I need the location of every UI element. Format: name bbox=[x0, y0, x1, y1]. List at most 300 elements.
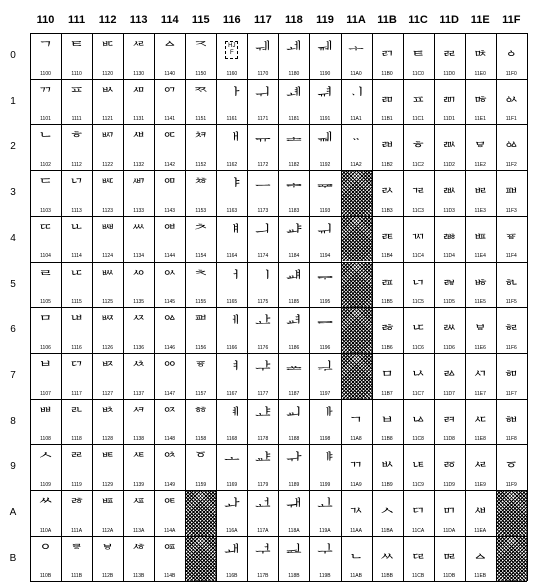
chart-cell bbox=[309, 124, 340, 170]
chart-cell bbox=[30, 79, 61, 125]
chart-cell bbox=[372, 307, 403, 353]
column-header: 112 bbox=[98, 14, 117, 26]
glyph: ᅓ bbox=[193, 176, 209, 196]
glyph: ᅦ bbox=[224, 313, 240, 333]
chart-cell bbox=[247, 536, 278, 582]
glyph: ᄐ bbox=[68, 39, 85, 58]
chart-cell bbox=[92, 216, 123, 262]
code-point-label: 119B bbox=[319, 573, 331, 580]
code-point-label: 1177 bbox=[257, 390, 269, 397]
glyph: ᄔ bbox=[68, 221, 85, 241]
chart-cell bbox=[309, 490, 340, 536]
code-point-label: 11E8 bbox=[474, 436, 486, 443]
column-header: 11B bbox=[377, 14, 397, 26]
chart-cell bbox=[185, 444, 216, 490]
chart-cell bbox=[61, 262, 92, 308]
chart-cell bbox=[309, 170, 340, 216]
chart-cell bbox=[278, 399, 309, 445]
chart-cell bbox=[403, 536, 434, 582]
chart-cell bbox=[185, 170, 216, 216]
code-point-label: 1116 bbox=[71, 344, 82, 351]
chart-cell bbox=[309, 399, 340, 445]
glyph: ᆂ bbox=[286, 130, 302, 150]
code-point-label: 1159 bbox=[195, 481, 207, 488]
chart-cell bbox=[278, 307, 309, 353]
code-point-label: 1124 bbox=[102, 253, 113, 260]
chart-cell bbox=[341, 536, 372, 582]
chart-cell bbox=[341, 124, 372, 170]
chart-cell bbox=[496, 353, 527, 399]
grid-line bbox=[30, 490, 527, 491]
code-point-label: 11F1 bbox=[505, 116, 517, 123]
chart-cell bbox=[465, 33, 496, 79]
code-point-label: 1147 bbox=[164, 390, 176, 397]
reserved-cell bbox=[341, 262, 372, 308]
chart-cell bbox=[496, 170, 527, 216]
code-point-label: 11E1 bbox=[474, 116, 486, 123]
code-point-label: 1176 bbox=[257, 344, 269, 351]
chart-cell bbox=[278, 216, 309, 262]
glyph: ᆡ bbox=[348, 84, 364, 104]
glyph: ᄑ bbox=[68, 84, 85, 104]
glyph: ᇡ bbox=[472, 84, 488, 104]
column-header: 117 bbox=[253, 14, 272, 26]
code-point-label: 1188 bbox=[288, 436, 300, 443]
chart-cell bbox=[309, 307, 340, 353]
chart-cell bbox=[247, 79, 278, 125]
chart-cell bbox=[185, 79, 216, 125]
glyph: ᄳ bbox=[130, 176, 147, 196]
chart-cell bbox=[309, 353, 340, 399]
chart-cell bbox=[92, 536, 123, 582]
chart-cell bbox=[30, 33, 61, 79]
chart-cell bbox=[216, 262, 247, 308]
code-point-label: 112B bbox=[101, 573, 114, 580]
glyph: ᇒ bbox=[441, 130, 457, 150]
chart-cell bbox=[61, 490, 92, 536]
glyph: ᆁ bbox=[286, 84, 302, 104]
glyph: ᅕ bbox=[193, 267, 209, 287]
code-point-label: 118B bbox=[288, 573, 300, 580]
chart-cell bbox=[496, 262, 527, 308]
chart-cell bbox=[372, 124, 403, 170]
glyph: ᇣ bbox=[472, 176, 488, 196]
chart-cell bbox=[154, 33, 185, 79]
glyph: ᇚ bbox=[441, 496, 457, 515]
code-point-label: 1192 bbox=[319, 162, 331, 169]
glyph: ᅳ bbox=[255, 176, 271, 196]
glyph: ᄫ bbox=[99, 541, 116, 561]
code-point-label: 1132 bbox=[133, 162, 145, 169]
glyph: ᇪ bbox=[472, 496, 488, 515]
chart-cell bbox=[185, 353, 216, 399]
glyph: ᆓ bbox=[317, 176, 333, 196]
code-point-label: 11E3 bbox=[474, 207, 486, 214]
column-header: 113 bbox=[129, 14, 148, 26]
code-point-label: 1101 bbox=[40, 116, 51, 123]
glyph: ᄘ bbox=[68, 404, 85, 424]
code-point-label: 1161 bbox=[226, 116, 238, 123]
chart-cell bbox=[61, 399, 92, 445]
chart-cell bbox=[309, 216, 340, 262]
code-point-label: 11A1 bbox=[350, 116, 362, 123]
glyph: ᆋ bbox=[286, 541, 302, 561]
glyph: ᄒ bbox=[68, 130, 85, 150]
chart-cell bbox=[61, 170, 92, 216]
chart-cell bbox=[434, 399, 465, 445]
glyph: ᇩ bbox=[472, 450, 488, 470]
code-point-label: 1191 bbox=[319, 116, 331, 123]
chart-cell bbox=[278, 170, 309, 216]
glyph: ᇴ bbox=[503, 221, 519, 241]
code-point-label: 1173 bbox=[257, 207, 269, 214]
code-point-label: 11F8 bbox=[505, 436, 517, 443]
code-point-label: 1184 bbox=[288, 253, 300, 260]
code-point-label: 1194 bbox=[319, 253, 331, 260]
chart-cell bbox=[496, 124, 527, 170]
chart-cell bbox=[92, 124, 123, 170]
code-point-label: 1143 bbox=[164, 207, 176, 214]
code-point-label: 1114 bbox=[71, 253, 82, 260]
code-point-label: 11B5 bbox=[381, 299, 393, 306]
glyph: ᇄ bbox=[410, 221, 426, 241]
chart-cell bbox=[309, 444, 340, 490]
chart-cell bbox=[372, 33, 403, 79]
glyph: ᆶ bbox=[379, 313, 395, 333]
code-point-label: 1166 bbox=[226, 344, 238, 351]
column-header: 118 bbox=[285, 14, 303, 26]
glyph: ᄛ bbox=[68, 541, 85, 561]
glyph: ᆕ bbox=[317, 267, 333, 287]
code-point-label: 11F5 bbox=[505, 299, 517, 306]
row-header: 9 bbox=[10, 461, 16, 473]
chart-cell bbox=[61, 79, 92, 125]
glyph: ᇫ bbox=[472, 541, 488, 561]
chart-cell bbox=[496, 79, 527, 125]
glyph: ᄹ bbox=[130, 450, 147, 470]
code-point-label: 11C8 bbox=[412, 436, 424, 443]
chart-cell bbox=[92, 490, 123, 536]
chart-cell bbox=[92, 399, 123, 445]
code-point-label: 1156 bbox=[195, 344, 207, 351]
code-point-label: 1140 bbox=[164, 70, 176, 77]
glyph: ᅹ bbox=[255, 450, 271, 470]
glyph: ᆈ bbox=[286, 404, 302, 424]
glyph: ᆀ bbox=[286, 39, 302, 58]
column-header: 11A bbox=[346, 14, 366, 26]
row-header: 2 bbox=[10, 141, 16, 153]
code-point-label: 11BA bbox=[381, 527, 393, 534]
code-point-label: 117A bbox=[257, 527, 269, 534]
chart-cell bbox=[216, 216, 247, 262]
glyph: ᄸ bbox=[130, 404, 147, 424]
chart-cell bbox=[216, 307, 247, 353]
chart-cell bbox=[372, 444, 403, 490]
glyph: ᅅ bbox=[161, 267, 178, 287]
glyph: ᅧ bbox=[224, 358, 240, 378]
column-header: 11C bbox=[408, 14, 428, 26]
code-point-label: 1180 bbox=[288, 70, 300, 77]
code-point-label: 1137 bbox=[133, 390, 145, 397]
code-point-label: 11B2 bbox=[381, 162, 393, 169]
glyph: ᅊ bbox=[161, 496, 178, 515]
glyph: ᇋ bbox=[410, 541, 426, 561]
glyph: ᆗ bbox=[317, 358, 333, 378]
chart-cell bbox=[247, 399, 278, 445]
code-point-label: 11C2 bbox=[412, 162, 424, 169]
chart-cell bbox=[123, 33, 154, 79]
chart-cell bbox=[309, 79, 340, 125]
glyph: ᅖ bbox=[193, 313, 209, 333]
glyph: ᇅ bbox=[410, 267, 426, 287]
chart-cell bbox=[216, 399, 247, 445]
chart-cell bbox=[403, 33, 434, 79]
code-point-label: 11C6 bbox=[412, 344, 424, 351]
glyph: ᄻ bbox=[130, 541, 147, 561]
chart-cell bbox=[372, 216, 403, 262]
code-point-label: 1115 bbox=[71, 299, 82, 306]
glyph: ᆵ bbox=[379, 267, 395, 287]
chart-cell bbox=[496, 399, 527, 445]
glyph: ᄵ bbox=[130, 267, 147, 287]
code-point-label: 1141 bbox=[164, 116, 176, 123]
chart-cell bbox=[154, 216, 185, 262]
code-point-label: 1129 bbox=[102, 481, 113, 488]
reserved-cell bbox=[341, 170, 372, 216]
code-point-label: 11AA bbox=[350, 527, 362, 534]
chart-cell bbox=[123, 124, 154, 170]
code-point-label: 1199 bbox=[319, 481, 331, 488]
chart-cell bbox=[278, 490, 309, 536]
glyph: ᆖ bbox=[317, 313, 333, 333]
code-point-label: 1198 bbox=[319, 436, 331, 443]
glyph: ᅨ bbox=[224, 404, 240, 424]
chart-cell bbox=[309, 33, 340, 79]
glyph: ᅃ bbox=[161, 176, 178, 196]
code-point-label: 1111 bbox=[71, 116, 82, 123]
glyph: ᄦ bbox=[99, 313, 116, 333]
column-header: 11D bbox=[439, 14, 459, 26]
code-point-label: 1109 bbox=[40, 481, 51, 488]
reserved-cell bbox=[185, 536, 216, 582]
glyph: ᄡ bbox=[99, 84, 116, 104]
chart-cell bbox=[216, 353, 247, 399]
glyph: ᅫ bbox=[224, 541, 240, 561]
code-point-label: 1148 bbox=[164, 436, 176, 443]
code-point-label: 1149 bbox=[164, 481, 176, 488]
code-point-label: 11A2 bbox=[350, 162, 362, 169]
glyph: ᅙ bbox=[193, 450, 209, 470]
glyph: ᇘ bbox=[441, 404, 457, 424]
column-header: 116 bbox=[222, 14, 241, 26]
row-header: B bbox=[9, 552, 17, 564]
code-point-label: 111B bbox=[71, 573, 83, 580]
code-point-label: 113B bbox=[133, 573, 145, 580]
glyph: ᄇ bbox=[37, 358, 54, 378]
chart-cell bbox=[30, 399, 61, 445]
chart-cell bbox=[465, 399, 496, 445]
glyph: ᅥ bbox=[224, 267, 240, 287]
chart-cell bbox=[247, 33, 278, 79]
code-point-label: 116B bbox=[226, 573, 238, 580]
grid-line bbox=[30, 307, 527, 308]
chart-cell bbox=[247, 216, 278, 262]
glyph: ᅱ bbox=[255, 84, 271, 104]
glyph: ᇀ bbox=[410, 39, 426, 58]
chart-cell bbox=[465, 79, 496, 125]
code-point-label: 1179 bbox=[257, 481, 269, 488]
code-point-label: 1146 bbox=[164, 344, 176, 351]
chart-cell bbox=[341, 79, 372, 125]
grid-line bbox=[30, 79, 527, 80]
code-point-label: 1113 bbox=[71, 207, 82, 214]
code-point-label: 11F7 bbox=[505, 390, 517, 397]
glyph: ᇇ bbox=[410, 358, 426, 378]
glyph: ᅩ bbox=[224, 450, 240, 470]
glyph: ᆑ bbox=[317, 84, 333, 104]
chart-cell bbox=[372, 399, 403, 445]
chart-cell bbox=[216, 444, 247, 490]
chart-cell bbox=[123, 170, 154, 216]
chart-cell bbox=[154, 124, 185, 170]
chart-cell bbox=[403, 490, 434, 536]
glyph: ᅑ bbox=[193, 84, 209, 104]
code-point-label: 11C3 bbox=[412, 207, 424, 214]
row-header: 6 bbox=[10, 324, 16, 336]
code-point-label: 1123 bbox=[102, 207, 113, 214]
chart-cell bbox=[30, 444, 61, 490]
reserved-cell bbox=[185, 490, 216, 536]
code-point-label: 1121 bbox=[102, 116, 113, 123]
chart-cell bbox=[216, 124, 247, 170]
glyph: ᇨ bbox=[472, 404, 488, 424]
glyph: ᇸ bbox=[503, 404, 519, 424]
chart-cell bbox=[61, 353, 92, 399]
glyph: ᄄ bbox=[37, 221, 54, 241]
chart-cell bbox=[403, 399, 434, 445]
code-point-label: 11D6 bbox=[443, 344, 455, 351]
glyph: ᄠ bbox=[99, 39, 116, 58]
code-point-label: 1151 bbox=[195, 116, 207, 123]
glyph: ᄙ bbox=[68, 450, 85, 470]
code-point-label: 11A9 bbox=[350, 481, 362, 488]
chart-cell bbox=[465, 170, 496, 216]
code-point-label: 1122 bbox=[102, 162, 113, 169]
glyph: ᅪ bbox=[224, 496, 240, 515]
chart-cell bbox=[154, 490, 185, 536]
glyph: ᇖ bbox=[441, 313, 457, 333]
code-point-label: 11D2 bbox=[443, 162, 455, 169]
code-point-label: 1103 bbox=[40, 207, 51, 214]
row-header: 8 bbox=[10, 415, 16, 427]
code-point-label: 1102 bbox=[40, 162, 51, 169]
code-point-label: 11B0 bbox=[381, 70, 393, 77]
chart-cell bbox=[123, 490, 154, 536]
chart-cell bbox=[30, 216, 61, 262]
glyph: ᇲ bbox=[503, 130, 519, 150]
code-point-label: 1189 bbox=[288, 481, 300, 488]
code-point-label: 11F0 bbox=[505, 70, 517, 77]
chart-cell bbox=[341, 444, 372, 490]
glyph: ᅵ bbox=[255, 267, 271, 287]
chart-cell bbox=[434, 170, 465, 216]
code-point-label: 11C9 bbox=[412, 481, 424, 488]
glyph: ᇛ bbox=[441, 541, 457, 561]
code-point-label: 11F2 bbox=[505, 162, 517, 169]
code-point-label: 11E6 bbox=[474, 344, 486, 351]
code-point-label: 1195 bbox=[319, 299, 331, 306]
code-point-label: 11F4 bbox=[505, 253, 517, 260]
glyph: ᆪ bbox=[348, 496, 364, 515]
glyph: ᅀ bbox=[161, 39, 178, 58]
code-point-label: 11D4 bbox=[443, 253, 455, 260]
glyph: ᆄ bbox=[286, 221, 302, 241]
chart-cell bbox=[434, 79, 465, 125]
chart-cell bbox=[434, 536, 465, 582]
grid-line bbox=[30, 399, 527, 400]
code-point-label: 11EB bbox=[474, 573, 487, 580]
chart-cell bbox=[434, 124, 465, 170]
chart-cell bbox=[92, 307, 123, 353]
chart-cell bbox=[185, 307, 216, 353]
chart-cell bbox=[123, 444, 154, 490]
glyph: ᅰ bbox=[255, 39, 271, 58]
chart-cell bbox=[278, 33, 309, 79]
code-point-label: 1155 bbox=[195, 299, 207, 306]
code-point-label: 11D7 bbox=[443, 390, 455, 397]
chart-cell bbox=[465, 124, 496, 170]
code-point-label: 11E5 bbox=[474, 299, 486, 306]
chart-cell bbox=[465, 216, 496, 262]
glyph: ᆛ bbox=[317, 541, 333, 561]
glyph: ᄣ bbox=[99, 176, 116, 196]
glyph: ᅺ bbox=[255, 496, 271, 515]
column-header: 11E bbox=[470, 14, 490, 26]
glyph: ᄥ bbox=[99, 267, 116, 287]
glyph: ᄃ bbox=[37, 176, 54, 196]
glyph: ᇑ bbox=[441, 84, 457, 104]
chart-cell bbox=[185, 33, 216, 79]
glyph: ᇓ bbox=[441, 176, 457, 196]
chart-cell bbox=[403, 307, 434, 353]
code-point-label: 1107 bbox=[40, 390, 51, 397]
chart-cell bbox=[278, 124, 309, 170]
glyph: ᅘ bbox=[193, 404, 209, 424]
chart-cell bbox=[30, 124, 61, 170]
chart-cell bbox=[403, 124, 434, 170]
glyph: ᆻ bbox=[379, 541, 395, 561]
glyph: ᄕ bbox=[68, 267, 85, 287]
chart-cell bbox=[403, 444, 434, 490]
chart-cell bbox=[278, 536, 309, 582]
code-point-label: 11CB bbox=[412, 573, 425, 580]
glyph: ᄂ bbox=[37, 130, 54, 150]
chart-cell bbox=[123, 353, 154, 399]
glyph: ᆲ bbox=[379, 130, 395, 150]
chart-cell bbox=[30, 262, 61, 308]
glyph: ᅄ bbox=[161, 221, 178, 241]
glyph: ᄁ bbox=[37, 84, 54, 104]
glyph: ᇃ bbox=[410, 176, 426, 196]
code-point-label: 1174 bbox=[257, 253, 269, 260]
glyph: ᆒ bbox=[317, 130, 333, 150]
chart-cell bbox=[216, 536, 247, 582]
code-point-label: 11D5 bbox=[443, 299, 455, 306]
code-point-label: 1196 bbox=[319, 344, 331, 351]
chart-cell bbox=[154, 536, 185, 582]
glyph: ᆚ bbox=[317, 496, 333, 515]
code-point-label: 1175 bbox=[257, 299, 269, 306]
